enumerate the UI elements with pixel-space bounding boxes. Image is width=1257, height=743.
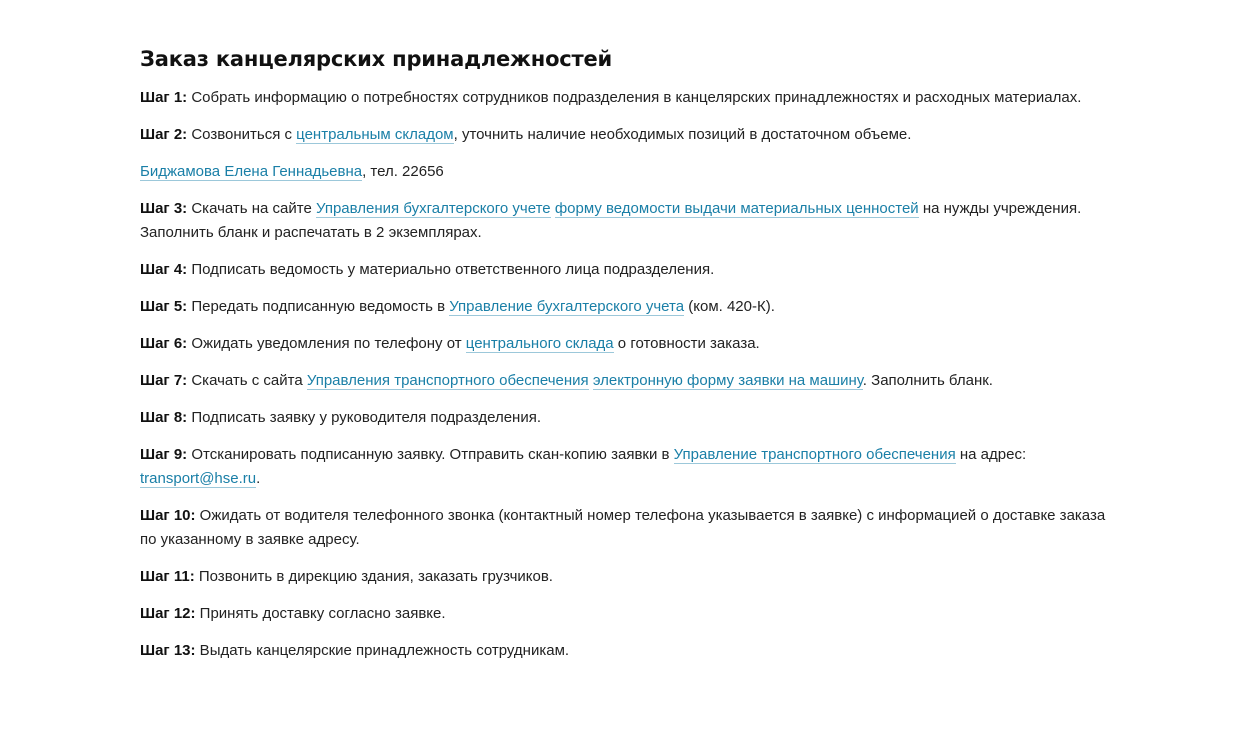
step-paragraph	[140, 504, 1125, 552]
step-label: Шаг 5:	[140, 298, 188, 315]
step-paragraph	[140, 332, 1125, 356]
steps-list	[140, 86, 1125, 663]
step-text: .	[256, 470, 261, 487]
step-text: Подписать ведомость у материально ответственного лица подразделения.	[187, 261, 715, 278]
transport-email-link[interactable]: transport@hse.ru	[140, 470, 257, 487]
central-warehouse-link[interactable]: центральным складом	[296, 126, 454, 143]
step-text: Скачать с сайта	[187, 372, 307, 389]
step-text: . Заполнить бланк.	[862, 372, 993, 389]
step-label: Шаг 3:	[140, 200, 188, 217]
transport-office-link[interactable]: Управление транспортного обеспечения	[673, 446, 956, 463]
step-paragraph	[140, 197, 1125, 245]
step-text: Собрать информацию о потребностях сотрудников подразделения в канцелярских принадлежностях и расходных материалах.	[187, 89, 1082, 106]
step-text: Отсканировать подписанную заявку. Отправить скан-копию заявки в	[187, 446, 674, 463]
step-label: Шаг 9:	[140, 446, 188, 463]
step-paragraph	[140, 369, 1125, 393]
contact-line	[140, 160, 1125, 184]
step-paragraph	[140, 123, 1125, 147]
step-text: Позвонить в дирекцию здания, заказать грузчиков.	[194, 568, 553, 585]
step-paragraph	[140, 406, 1125, 430]
step-paragraph	[140, 602, 1125, 626]
step-paragraph	[140, 443, 1125, 491]
step-text: Скачать на сайте	[187, 200, 316, 217]
step-label: Шаг 4:	[140, 261, 188, 278]
step-text: (ком. 420-К).	[684, 298, 775, 315]
step-text: Принять доставку согласно заявке.	[195, 605, 446, 622]
step-label: Шаг 11:	[140, 568, 195, 585]
page-title: Заказ канцелярских принадлежностей	[140, 47, 613, 71]
step-label: Шаг 13:	[140, 642, 196, 659]
step-label: Шаг 2:	[140, 126, 188, 143]
transport-department-link[interactable]: Управления транспортного обеспечения	[306, 372, 589, 389]
step-label: Шаг 7:	[140, 372, 188, 389]
step-paragraph	[140, 86, 1125, 110]
step-label: Шаг 1:	[140, 89, 188, 106]
step-text: о готовности заказа.	[613, 335, 760, 352]
step-paragraph	[140, 295, 1125, 319]
step-text: , тел. 22656	[362, 163, 444, 180]
step-text: Ожидать уведомления по телефону от	[187, 335, 466, 352]
step-paragraph	[140, 565, 1125, 589]
step-text: на нужды учреждения. Заполнить бланк и распечатать в 2 экземплярах.	[140, 200, 1082, 241]
step-paragraph	[140, 639, 1125, 663]
step-text: , уточнить наличие необходимых позиций в достаточном объеме.	[453, 126, 912, 143]
step-text: Созвониться с	[187, 126, 297, 143]
step-label: Шаг 12:	[140, 605, 196, 622]
issue-statement-form-link[interactable]: форму ведомости выдачи материальных ценностей	[554, 200, 919, 217]
content-area	[140, 44, 1125, 676]
vehicle-request-form-link[interactable]: электронную форму заявки на машину	[592, 372, 863, 389]
central-warehouse-notify-link[interactable]: центрального склада	[465, 335, 614, 352]
accounting-department-link[interactable]: Управления бухгалтерского учете	[315, 200, 551, 217]
contact-person-link[interactable]: Биджамова Елена Геннадьевна	[140, 163, 363, 180]
step-text: Передать подписанную ведомость в	[187, 298, 450, 315]
step-label: Шаг 6:	[140, 335, 188, 352]
step-label: Шаг 10:	[140, 507, 196, 524]
accounting-office-link[interactable]: Управление бухгалтерского учета	[449, 298, 685, 315]
step-text: Подписать заявку у руководителя подразделения.	[187, 409, 542, 426]
step-paragraph	[140, 258, 1125, 282]
step-text: Выдать канцелярские принадлежность сотрудникам.	[195, 642, 570, 659]
step-text: на адрес:	[955, 446, 1027, 463]
step-text: Ожидать от водителя телефонного звонка (контактный номер телефона указывается в заявке) с информацией о доставке заказа по указанному в заявке адресу.	[140, 507, 1106, 548]
step-label: Шаг 8:	[140, 409, 188, 426]
